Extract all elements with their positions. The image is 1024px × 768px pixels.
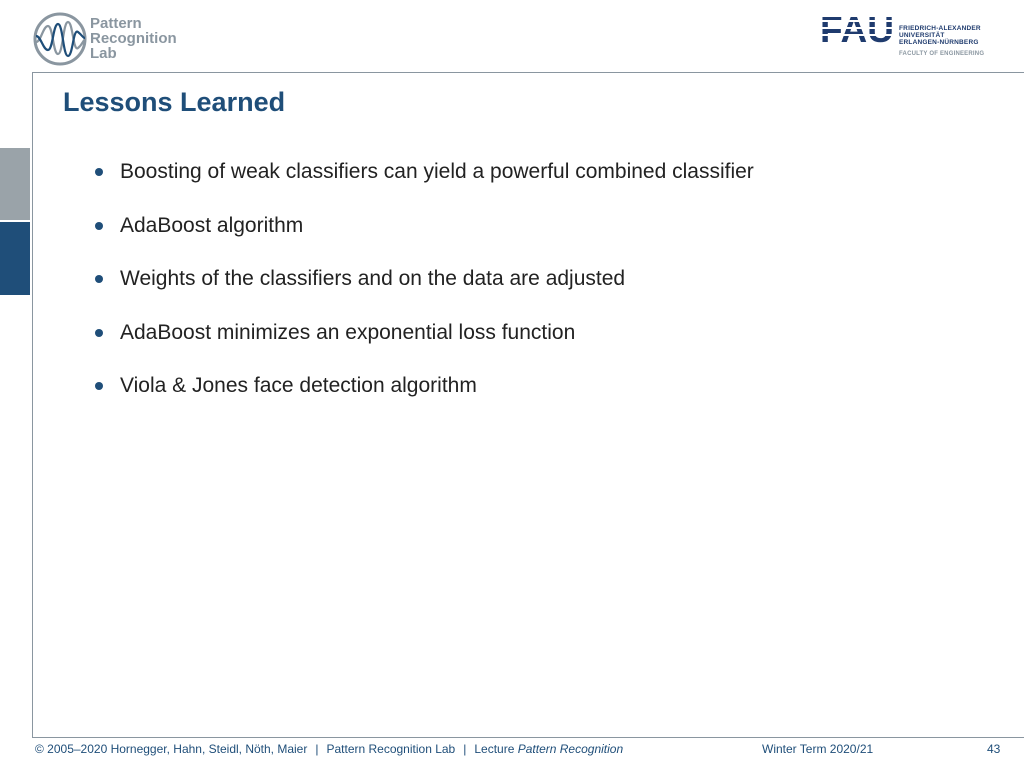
university-name: [899, 25, 981, 46]
faculty-name: FACULTY OF ENGINEERING: [899, 51, 985, 57]
bullet-text: Viola & Jones face detection algorithm: [120, 374, 477, 397]
footer-credits: [35, 742, 623, 756]
bullet-dot-icon: [95, 275, 103, 283]
side-tab-gray: [0, 148, 30, 220]
bullet-dot-icon: [95, 329, 103, 337]
bullet-list: [95, 157, 754, 425]
bullet-dot-icon: [95, 382, 103, 390]
university-name-line-3: ERLANGEN-NÜRNBERG: [899, 39, 979, 46]
bullet-text: AdaBoost algorithm: [120, 213, 304, 237]
bullet-dot-icon: [95, 222, 103, 230]
footer-term: Winter Term 2020/21: [762, 742, 874, 756]
university-name-line-2: UNIVERSITÄT: [899, 32, 945, 39]
footer-separator: |: [463, 742, 467, 756]
fau-logo-icon: [820, 12, 896, 46]
frame-left-line: [32, 72, 33, 737]
bullet-item: [95, 211, 754, 265]
page-number: 43: [987, 742, 1001, 756]
footer-lab: Pattern Recognition Lab: [326, 742, 456, 756]
footer-lecture-name: Pattern Recognition: [517, 742, 624, 756]
university-name-line-1: FRIEDRICH-ALEXANDER: [899, 25, 981, 32]
bullet-item: [95, 371, 754, 425]
fau-logo: [820, 12, 1000, 62]
lab-name: [90, 16, 177, 61]
footer-copyright: © 2005–2020 Hornegger, Hahn, Steidl, Nöth, Maier: [35, 742, 308, 756]
bullet-text: Boosting of weak classifiers can yield a powerful combined classifier: [120, 160, 754, 183]
footer-lecture-prefix: Lecture: [474, 742, 515, 756]
bullet-text: Weights of the classifiers and on the data are adjusted: [120, 267, 626, 290]
pattern-recognition-lab-logo-icon: [33, 12, 87, 66]
bullet-item: [95, 157, 754, 211]
lab-name-line-1: Pattern: [90, 15, 142, 32]
frame-top-line: [32, 72, 1024, 73]
bullet-item: [95, 264, 754, 318]
pattern-recognition-lab-logo: [33, 12, 193, 68]
lab-name-line-3: Lab: [90, 45, 117, 62]
bullet-text: AdaBoost minimizes an exponential loss function: [120, 320, 576, 344]
bullet-item: [95, 318, 754, 372]
frame-bottom-line: [32, 737, 1024, 738]
slide-title: Lessons Learned: [63, 87, 286, 117]
bullet-dot-icon: [95, 168, 103, 176]
footer-separator: |: [315, 742, 319, 756]
lab-name-line-2: Recognition: [90, 30, 177, 47]
side-tab-blue: [0, 222, 30, 295]
